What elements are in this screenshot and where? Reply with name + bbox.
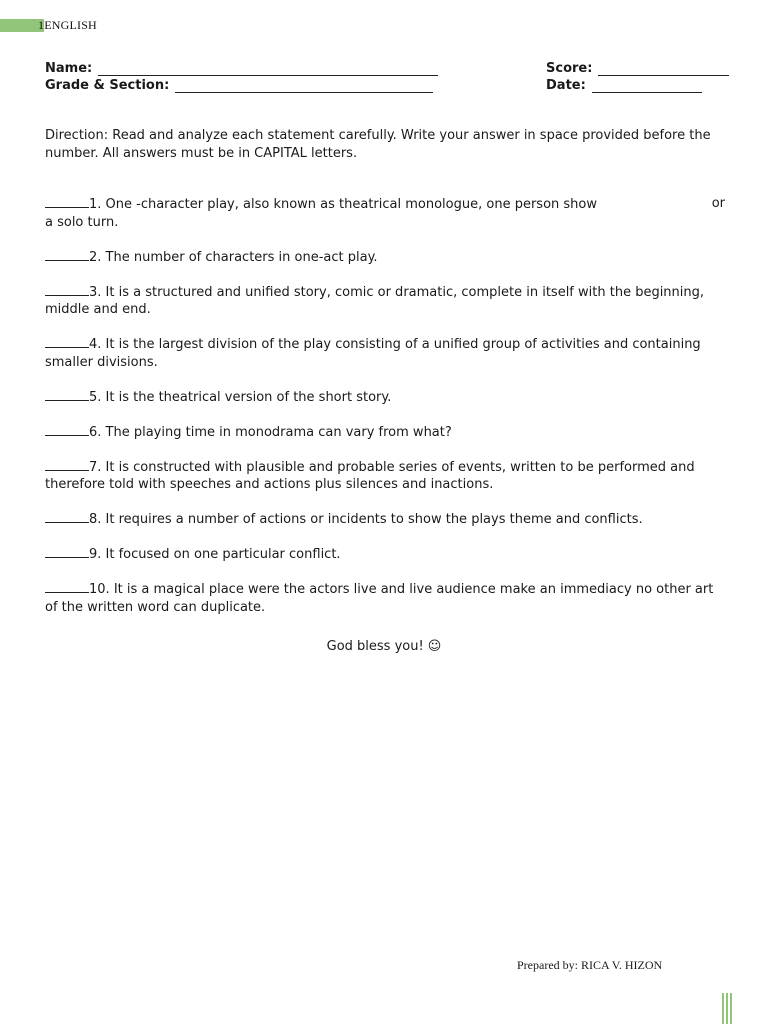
grade-section-label: Grade & Section: [45, 78, 170, 93]
question-text: The number of characters in one-act play. [101, 249, 378, 265]
answer-blank[interactable] [45, 580, 89, 593]
question-trailing-text: or [711, 196, 725, 211]
question-number: 8. [89, 512, 102, 527]
answer-blank[interactable] [45, 545, 89, 558]
score-label: Score: [546, 61, 593, 76]
directions-text: Direction: Read and analyze each statement carefully. Write your answer in space provided before the number. All answers must be in CAPITAL letters. [45, 128, 711, 161]
student-info-fields [45, 59, 438, 93]
question-item [45, 423, 725, 442]
question-text: It focused on one particular conflict. [101, 547, 341, 562]
prepared-by-credit: Prepared by: RICA V. HIZON [517, 958, 663, 972]
grade-section-field[interactable] [175, 80, 433, 93]
question-item [45, 283, 725, 319]
question-number: 5. [89, 389, 102, 405]
answer-blank[interactable] [45, 423, 89, 436]
name-field-row [45, 59, 438, 76]
question-number: 10. [89, 582, 110, 597]
question-first-line [45, 195, 725, 214]
date-field[interactable] [592, 80, 702, 93]
question-list [45, 195, 725, 633]
answer-blank[interactable] [45, 335, 89, 348]
date-label: Date: [546, 78, 586, 93]
question-number: 3. [89, 284, 102, 300]
answer-blank[interactable] [45, 510, 89, 523]
question-text: It is constructed with plausible and probable series of events, written to be performed and therefore told with speeches and actions plus silences and inactions. [45, 459, 695, 492]
question-item [45, 545, 725, 564]
question-item [45, 335, 725, 371]
answer-blank[interactable] [45, 283, 89, 296]
corner-decoration [722, 993, 734, 1024]
question-item [45, 580, 725, 616]
question-text: The playing time in monodrama can vary from what? [101, 424, 452, 440]
question-text: One -character play, also known as theatrical monologue, one person show [101, 197, 597, 212]
question-item [45, 248, 725, 267]
decor-line [730, 993, 732, 1024]
question-item [45, 458, 725, 494]
name-field[interactable] [98, 63, 438, 76]
question-text: It is the theatrical version of the short story. [101, 389, 392, 405]
answer-blank[interactable] [45, 388, 89, 401]
question-item [45, 195, 725, 231]
answer-blank[interactable] [45, 248, 89, 261]
question-number: 1. [89, 197, 102, 212]
question-text: It is a structured and unified story, comic or dramatic, complete in itself with the beginning, middle and end. [45, 284, 705, 317]
question-number: 7. [89, 459, 102, 475]
question-item [45, 510, 725, 529]
question-text: It requires a number of actions or incidents to show the plays theme and conflicts. [101, 512, 643, 527]
decor-line [722, 993, 724, 1024]
grade-section-field-row [45, 76, 438, 93]
question-text: It is a magical place were the actors live and live audience make an immediacy no other art of the written word can duplicate. [45, 582, 714, 615]
question-number: 4. [89, 337, 102, 352]
date-field-row [546, 76, 729, 93]
question-item [45, 388, 725, 407]
closing-message: God bless you! ☺ [326, 639, 442, 654]
question-continuation: a solo turn. [45, 214, 119, 230]
score-field-row [546, 59, 729, 76]
question-number: 9. [89, 547, 102, 562]
subject-header: 1ENGLISH [38, 18, 97, 32]
question-text: It is the largest division of the play consisting of a unified group of activities and containing smaller divisions. [45, 337, 701, 370]
score-date-fields [546, 59, 729, 93]
question-number: 6. [89, 424, 102, 440]
answer-blank[interactable] [45, 195, 89, 208]
name-label: Name: [45, 61, 93, 76]
answer-blank[interactable] [45, 458, 89, 471]
decor-line [726, 993, 728, 1024]
score-field[interactable] [598, 63, 729, 76]
question-number: 2. [89, 249, 102, 265]
